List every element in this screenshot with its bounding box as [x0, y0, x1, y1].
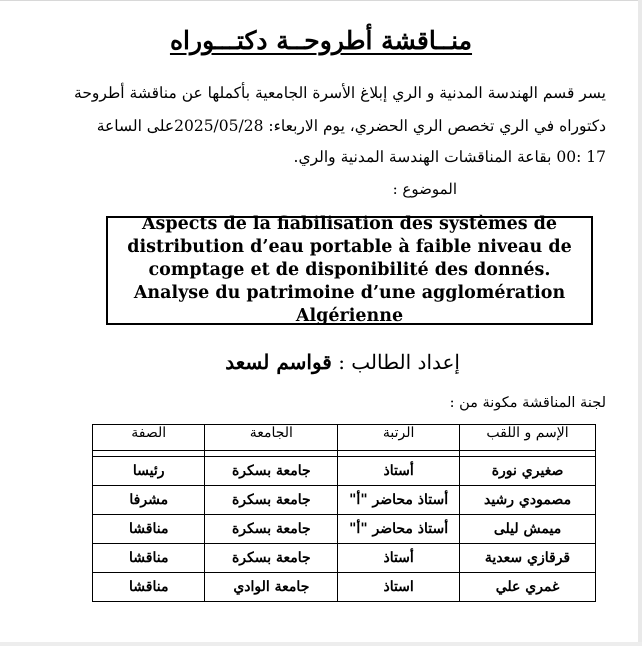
jury-university: جامعة بسكرة	[205, 457, 338, 486]
header-name: الإسم و اللقب	[460, 425, 596, 451]
document-title	[0, 24, 642, 58]
announcement-line-3: 17 :00 بقاعة المناقشات الهندسة المدنية والري.	[293, 148, 606, 166]
student-name: قواسم لسعد	[225, 350, 332, 374]
announcement-line-1: يسر قسم الهندسة المدنية و الري إبلاغ الأسرة الجامعية بأكملها عن مناقشة أطروحة	[74, 84, 606, 102]
table-row	[93, 573, 596, 602]
document-title-text: منــاقشة أطروحــة دكتـــوراه	[169, 26, 473, 55]
table-row	[93, 544, 596, 573]
announcement-line-2: دكتوراه في الري تخصص الري الحضري، يوم الاربعاء: 2025/05/28على الساعة	[96, 117, 606, 135]
subject-box	[106, 216, 593, 325]
jury-role: رئيسا	[93, 457, 205, 486]
prepared-by-label: إعداد الطالب :	[331, 350, 460, 374]
jury-university: جامعة الوادي	[205, 573, 338, 602]
jury-rank: أستاذ	[338, 544, 460, 573]
table-row	[93, 457, 596, 486]
jury-name: ميمش ليلى	[460, 515, 596, 544]
subject-text: Aspects de la fiabilisation des systèmes de distribution d’eau portable à faible niveau de comptage et de disponibilité des donnés. Analyse du patrimoine d’une agglomération Algérienne	[127, 214, 572, 326]
committee-label: لجنة المناقشة مكونة من :	[449, 395, 606, 411]
jury-name: مصمودي رشيد	[460, 486, 596, 515]
table-row	[93, 486, 596, 515]
header-university: الجامعة	[205, 425, 338, 451]
subject-label: الموضوع :	[392, 180, 457, 198]
jury-name: غمري علي	[460, 573, 596, 602]
jury-university: جامعة بسكرة	[205, 544, 338, 573]
jury-role: مشرفا	[93, 486, 205, 515]
jury-role: مناقشا	[93, 573, 205, 602]
jury-table	[92, 424, 596, 602]
table-row	[93, 515, 596, 544]
jury-rank: أستاذ	[338, 457, 460, 486]
jury-role: مناقشا	[93, 515, 205, 544]
jury-role: مناقشا	[93, 544, 205, 573]
prepared-by	[225, 348, 460, 376]
jury-university: جامعة بسكرة	[205, 515, 338, 544]
header-rank: الرتبة	[338, 425, 460, 451]
jury-name: صغيري نورة	[460, 457, 596, 486]
jury-table-header	[93, 425, 596, 451]
header-role: الصفة	[93, 425, 205, 451]
page-bottom-edge	[0, 642, 642, 646]
page-top-border	[0, 0, 642, 1]
jury-rank: استاذ	[338, 573, 460, 602]
jury-university: جامعة بسكرة	[205, 486, 338, 515]
jury-rank: أستاذ محاضر "أ"	[338, 486, 460, 515]
jury-name: قرقازي سعدية	[460, 544, 596, 573]
jury-rank: أستاذ محاضر "أ"	[338, 515, 460, 544]
page-right-edge	[638, 0, 642, 646]
